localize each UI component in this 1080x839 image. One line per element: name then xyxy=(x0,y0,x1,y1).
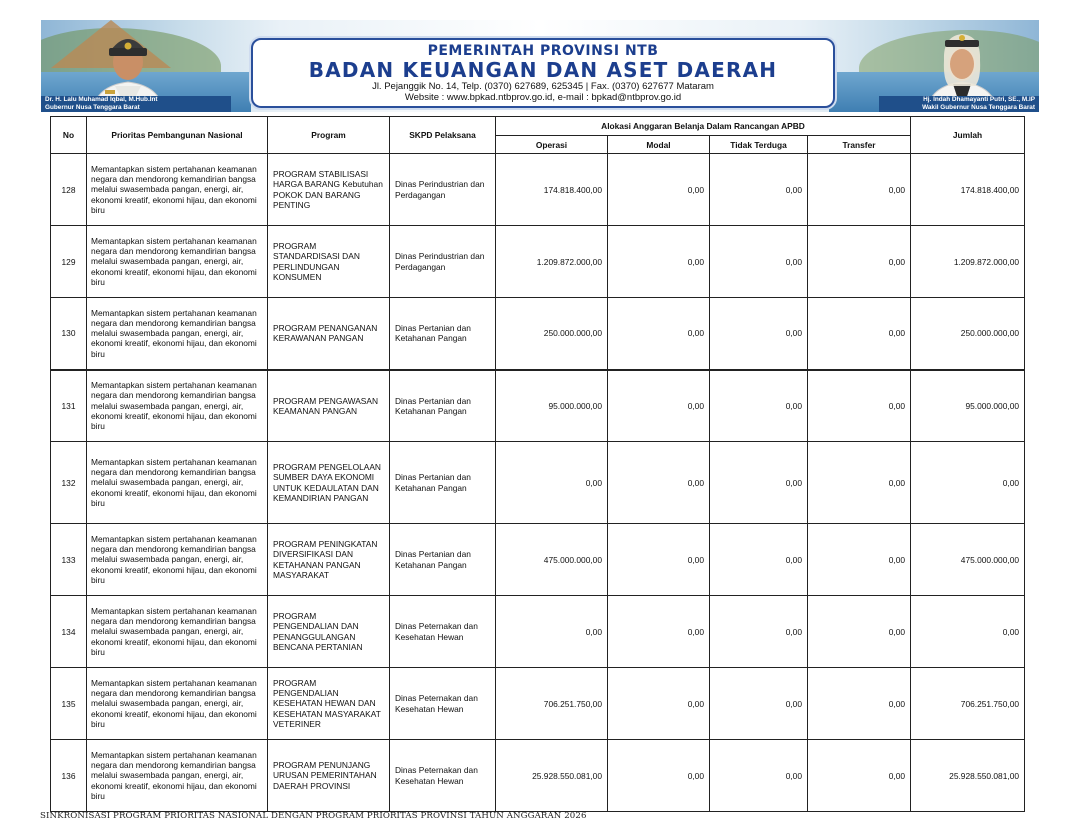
cell-tidak-terduga: 0,00 xyxy=(710,442,808,524)
cell-tidak-terduga: 0,00 xyxy=(710,298,808,370)
agency-address: Jl. Pejanggik No. 14, Telp. (0370) 627689, 625345 | Fax. (0370) 627677 Mataram xyxy=(372,81,714,92)
cell-tidak-terduga: 0,00 xyxy=(710,668,808,740)
cell-program: PROGRAM PENGENDALIAN DAN PENANGGULANGAN BENCANA PERTANIAN xyxy=(268,596,390,668)
cell-jumlah: 706.251.750,00 xyxy=(911,668,1025,740)
cell-transfer: 0,00 xyxy=(808,154,911,226)
cell-operasi: 25.928.550.081,00 xyxy=(496,740,608,812)
cell-jumlah: 475.000.000,00 xyxy=(911,524,1025,596)
cell-operasi: 95.000.000,00 xyxy=(496,370,608,442)
cell-operasi: 706.251.750,00 xyxy=(496,668,608,740)
cell-program: PROGRAM PENUNJANG URUSAN PEMERINTAHAN DAERAH PROVINSI xyxy=(268,740,390,812)
cell-no: 134 xyxy=(51,596,87,668)
cell-tidak-terduga: 0,00 xyxy=(710,370,808,442)
cell-prioritas: Memantapkan sistem pertahanan keamanan negara dan mendorong kemandirian bangsa melalui swasembada pangan, energi, air, ekonomi kreatif, ekonomi hijau, dan ekonomi biru xyxy=(87,154,268,226)
cell-no: 132 xyxy=(51,442,87,524)
footer-caption: SINKRONISASI PROGRAM PRIORITAS NASIONAL DENGAN PROGRAM PRIORITAS PROVINSI TAHUN ANGGARAN 2026 xyxy=(40,811,587,821)
governor-role: Gubernur Nusa Tenggara Barat xyxy=(45,104,140,111)
government-title: PEMERINTAH PROVINSI NTB xyxy=(427,43,659,59)
cell-transfer: 0,00 xyxy=(808,740,911,812)
cell-prioritas: Memantapkan sistem pertahanan keamanan negara dan mendorong kemandirian bangsa melalui swasembada pangan, energi, air, ekonomi kreatif, ekonomi hijau, dan ekonomi biru xyxy=(87,524,268,596)
cell-transfer: 0,00 xyxy=(808,298,911,370)
cell-jumlah: 174.818.400,00 xyxy=(911,154,1025,226)
vice-governor-name: Hj. Indah Dhamayanti Putri, SE., M.IP xyxy=(923,96,1035,103)
table-row xyxy=(51,596,1025,668)
cell-modal: 0,00 xyxy=(608,442,710,524)
governor-name-strip xyxy=(41,96,231,112)
cell-operasi: 0,00 xyxy=(496,596,608,668)
header-jumlah: Jumlah xyxy=(911,117,1025,154)
cell-program: PROGRAM STANDARDISASI DAN PERLINDUNGAN KONSUMEN xyxy=(268,226,390,298)
table-row xyxy=(51,740,1025,812)
cell-jumlah: 0,00 xyxy=(911,442,1025,524)
cell-prioritas: Memantapkan sistem pertahanan keamanan negara dan mendorong kemandirian bangsa melalui swasembada pangan, energi, air, ekonomi kreatif, ekonomi hijau, dan ekonomi biru xyxy=(87,226,268,298)
cell-skpd: Dinas Pertanian dan Ketahanan Pangan xyxy=(390,442,496,524)
cell-prioritas: Memantapkan sistem pertahanan keamanan negara dan mendorong kemandirian bangsa melalui swasembada pangan, energi, air, ekonomi kreatif, ekonomi hijau, dan ekonomi biru xyxy=(87,668,268,740)
cell-jumlah: 95.000.000,00 xyxy=(911,370,1025,442)
cell-program: PROGRAM PENGAWASAN KEAMANAN PANGAN xyxy=(268,370,390,442)
agency-title: BADAN KEUANGAN DAN ASET DAERAH xyxy=(308,58,778,82)
cell-tidak-terduga: 0,00 xyxy=(710,524,808,596)
cell-skpd: Dinas Perindustrian dan Perdagangan xyxy=(390,154,496,226)
cell-jumlah: 25.928.550.081,00 xyxy=(911,740,1025,812)
cell-jumlah: 1.209.872.000,00 xyxy=(911,226,1025,298)
cell-tidak-terduga: 0,00 xyxy=(710,154,808,226)
cell-skpd: Dinas Pertanian dan Ketahanan Pangan xyxy=(390,524,496,596)
cell-skpd: Dinas Perindustrian dan Perdagangan xyxy=(390,226,496,298)
vice-governor-role: Wakil Gubernur Nusa Tenggara Barat xyxy=(922,104,1035,111)
header-banner xyxy=(41,20,1039,112)
cell-prioritas: Memantapkan sistem pertahanan keamanan negara dan mendorong kemandirian bangsa melalui swasembada pangan, energi, air, ekonomi kreatif, ekonomi hijau, dan ekonomi biru xyxy=(87,370,268,442)
cell-tidak-terduga: 0,00 xyxy=(710,596,808,668)
cell-no: 136 xyxy=(51,740,87,812)
cell-program: PROGRAM PENGELOLAAN SUMBER DAYA EKONOMI UNTUK KEDAULATAN DAN KEMANDIRIAN PANGAN xyxy=(268,442,390,524)
cell-transfer: 0,00 xyxy=(808,442,911,524)
cell-modal: 0,00 xyxy=(608,524,710,596)
cell-tidak-terduga: 0,00 xyxy=(710,740,808,812)
table-row xyxy=(51,154,1025,226)
header-transfer: Transfer xyxy=(808,136,911,154)
cell-prioritas: Memantapkan sistem pertahanan keamanan negara dan mendorong kemandirian bangsa melalui swasembada pangan, energi, air, ekonomi kreatif, ekonomi hijau, dan ekonomi biru xyxy=(87,442,268,524)
cell-transfer: 0,00 xyxy=(808,370,911,442)
table-row xyxy=(51,226,1025,298)
cell-modal: 0,00 xyxy=(608,154,710,226)
cell-operasi: 1.209.872.000,00 xyxy=(496,226,608,298)
cell-prioritas: Memantapkan sistem pertahanan keamanan negara dan mendorong kemandirian bangsa melalui swasembada pangan, energi, air, ekonomi kreatif, ekonomi hijau, dan ekonomi biru xyxy=(87,298,268,370)
cell-jumlah: 0,00 xyxy=(911,596,1025,668)
header-modal: Modal xyxy=(608,136,710,154)
cell-skpd: Dinas Peternakan dan Kesehatan Hewan xyxy=(390,668,496,740)
cell-transfer: 0,00 xyxy=(808,226,911,298)
cell-program: PROGRAM PENINGKATAN DIVERSIFIKASI DAN KETAHANAN PANGAN MASYARAKAT xyxy=(268,524,390,596)
header-skpd: SKPD Pelaksana xyxy=(390,117,496,154)
cell-no: 130 xyxy=(51,298,87,370)
cell-modal: 0,00 xyxy=(608,226,710,298)
cell-modal: 0,00 xyxy=(608,668,710,740)
cell-modal: 0,00 xyxy=(608,298,710,370)
budget-table xyxy=(50,116,1025,812)
cell-no: 128 xyxy=(51,154,87,226)
cell-program: PROGRAM STABILISASI HARGA BARANG Kebutuhan POKOK DAN BARANG PENTING xyxy=(268,154,390,226)
cell-modal: 0,00 xyxy=(608,370,710,442)
cell-transfer: 0,00 xyxy=(808,668,911,740)
agency-website: Website : www.bpkad.ntbprov.go.id, e-mail : bpkad@ntbprov.go.id xyxy=(404,92,682,103)
vice-governor-name-strip xyxy=(879,96,1039,112)
cell-no: 135 xyxy=(51,668,87,740)
table-row xyxy=(51,668,1025,740)
cell-skpd: Dinas Pertanian dan Ketahanan Pangan xyxy=(390,298,496,370)
cell-operasi: 250.000.000,00 xyxy=(496,298,608,370)
cell-transfer: 0,00 xyxy=(808,596,911,668)
cell-skpd: Dinas Peternakan dan Kesehatan Hewan xyxy=(390,596,496,668)
cell-no: 131 xyxy=(51,370,87,442)
cell-jumlah: 250.000.000,00 xyxy=(911,298,1025,370)
cell-modal: 0,00 xyxy=(608,740,710,812)
cell-program: PROGRAM PENGENDALIAN KESEHATAN HEWAN DAN KESEHATAN MASYARAKAT VETERINER xyxy=(268,668,390,740)
header-no: No xyxy=(51,117,87,154)
cell-skpd: Dinas Pertanian dan Ketahanan Pangan xyxy=(390,370,496,442)
cell-prioritas: Memantapkan sistem pertahanan keamanan negara dan mendorong kemandirian bangsa melalui swasembada pangan, energi, air, ekonomi kreatif, ekonomi hijau, dan ekonomi biru xyxy=(87,596,268,668)
header-tidak-terduga: Tidak Terduga xyxy=(710,136,808,154)
cell-transfer: 0,00 xyxy=(808,524,911,596)
table-row xyxy=(51,298,1025,370)
cell-prioritas: Memantapkan sistem pertahanan keamanan negara dan mendorong kemandirian bangsa melalui swasembada pangan, energi, air, ekonomi kreatif, ekonomi hijau, dan ekonomi biru xyxy=(87,740,268,812)
cell-no: 129 xyxy=(51,226,87,298)
table-row xyxy=(51,524,1025,596)
cell-operasi: 475.000.000,00 xyxy=(496,524,608,596)
cell-program: PROGRAM PENANGANAN KERAWANAN PANGAN xyxy=(268,298,390,370)
header-operasi: Operasi xyxy=(496,136,608,154)
title-box xyxy=(251,38,835,108)
header-prioritas: Prioritas Pembangunan Nasional xyxy=(87,117,268,154)
cell-operasi: 174.818.400,00 xyxy=(496,154,608,226)
cell-tidak-terduga: 0,00 xyxy=(710,226,808,298)
header-alokasi: Alokasi Anggaran Belanja Dalam Rancangan APBD xyxy=(496,117,911,136)
table-row xyxy=(51,442,1025,524)
cell-modal: 0,00 xyxy=(608,596,710,668)
table-row xyxy=(51,370,1025,442)
governor-name: Dr. H. Lalu Muhamad Iqbal, M.Hub.Int xyxy=(45,96,158,103)
cell-operasi: 0,00 xyxy=(496,442,608,524)
cell-no: 133 xyxy=(51,524,87,596)
cell-skpd: Dinas Peternakan dan Kesehatan Hewan xyxy=(390,740,496,812)
header-program: Program xyxy=(268,117,390,154)
